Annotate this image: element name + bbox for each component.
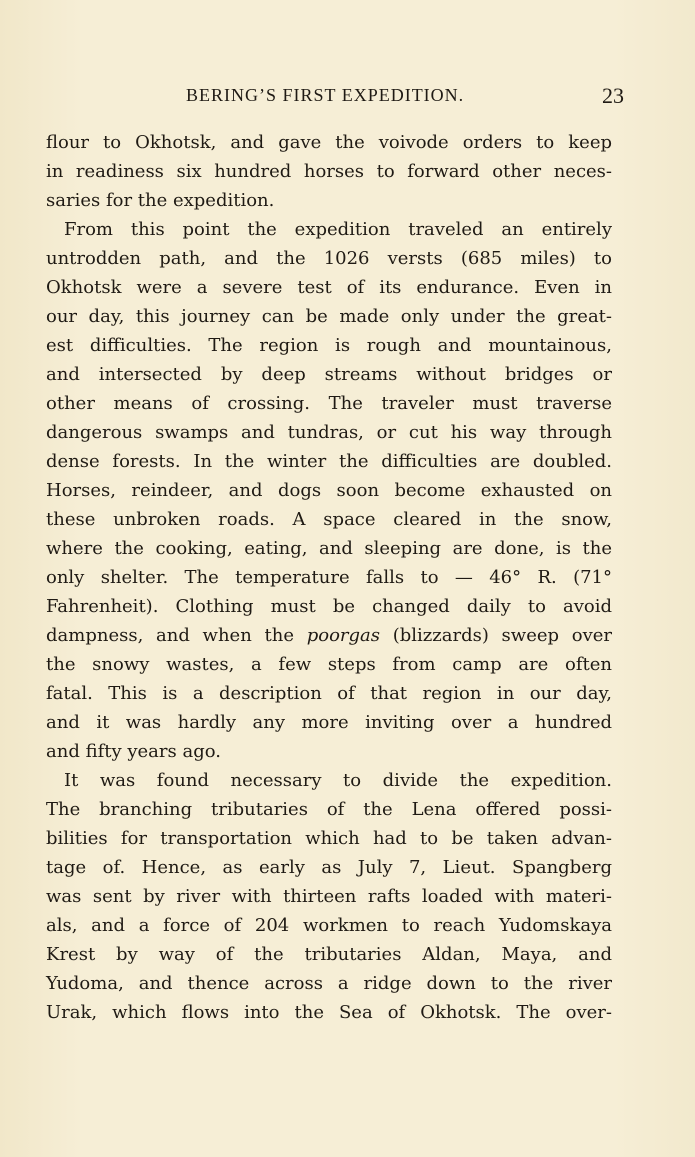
text-line: Horses, reindeer, and dogs soon become exhausted on [46, 480, 612, 501]
text-segment: dampness, and when the [46, 625, 307, 646]
text-line: Yudoma, and thence across a ridge down to the river [46, 973, 612, 994]
text-line: the snowy wastes, a few steps from camp are often [46, 654, 612, 675]
text-segment: (blizzards) sweep over [380, 625, 613, 646]
text-line: these unbroken roads. A space cleared in the snow, [46, 509, 612, 530]
text-line: It was found necessary to divide the expedition. [64, 770, 612, 791]
text-line: dense forests. In the winter the difficulties are doubled. [46, 451, 612, 472]
text-line: our day, this journey can be made only under the great- [46, 306, 612, 327]
text-line: where the cooking, eating, and sleeping are done, is the [46, 538, 612, 559]
text-line: and fifty years ago. [46, 741, 221, 762]
text-line: saries for the expedition. [46, 190, 275, 211]
text-line: was sent by river with thirteen rafts loaded with materi- [46, 886, 612, 907]
text-line: flour to Okhotsk, and gave the voivode orders to keep [46, 132, 612, 153]
text-line: tage of. Hence, as early as July 7, Lieut. Spangberg [46, 857, 612, 878]
text-line: From this point the expedition traveled an entirely [64, 219, 612, 240]
text-line: The branching tributaries of the Lena offered possi- [46, 799, 612, 820]
text-line: and it was hardly any more inviting over a hundred [46, 712, 612, 733]
text-line-with-italic [46, 621, 612, 650]
italic-term: poorgas [306, 625, 380, 646]
text-line: dangerous swamps and tundras, or cut his way through [46, 422, 612, 443]
text-line: in readiness six hundred horses to forward other neces- [46, 161, 612, 182]
text-line: bilities for transportation which had to be taken advan- [46, 828, 612, 849]
page-number: 23 [602, 83, 624, 108]
running-head [46, 83, 624, 107]
text-line: only shelter. The temperature falls to — 46° R. (71° [46, 567, 612, 588]
text-line: and intersected by deep streams without bridges or [46, 364, 612, 385]
text-line: Krest by way of the tributaries Aldan, Maya, and [46, 944, 612, 965]
text-line: fatal. This is a description of that region in our day, [46, 683, 612, 704]
text-line: est difficulties. The region is rough and mountainous, [46, 335, 612, 356]
text-line: Okhotsk were a severe test of its endurance. Even in [46, 277, 612, 298]
text-line: als, and a force of 204 workmen to reach Yudomskaya [46, 915, 612, 936]
running-title: BERING’S FIRST EXPEDITION. [186, 85, 465, 105]
body-text [46, 128, 612, 1027]
text-line: Fahrenheit). Clothing must be changed daily to avoid [46, 596, 612, 617]
text-line: other means of crossing. The traveler must traverse [46, 393, 612, 414]
text-line: untrodden path, and the 1026 versts (685 miles) to [46, 248, 612, 269]
text-line: Urak, which flows into the Sea of Okhotsk. The over- [46, 1002, 612, 1023]
